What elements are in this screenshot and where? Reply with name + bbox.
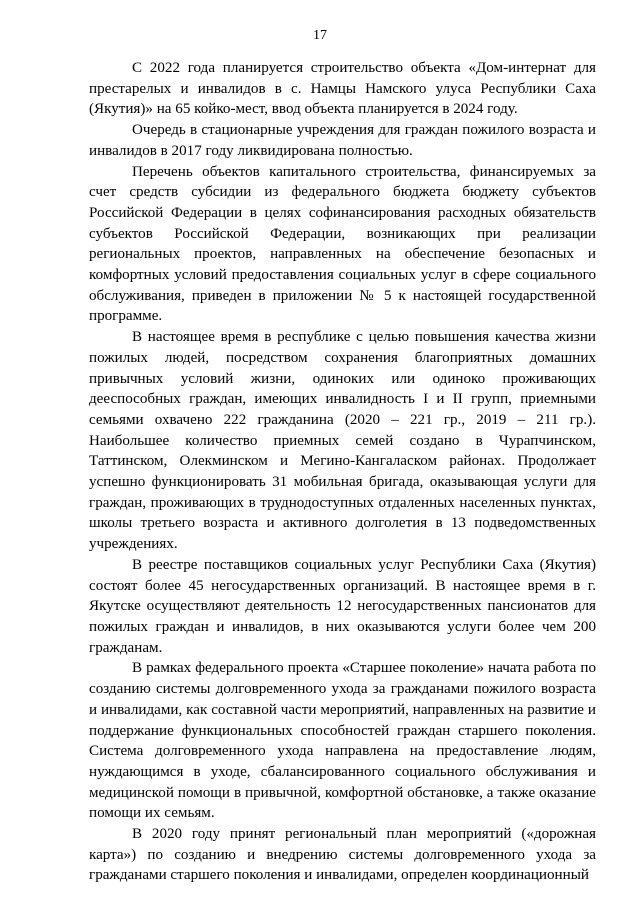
document-body [89,58,596,886]
paragraph-queue-liquidated: Очередь в стационарные учреждения для граждан пожилого возраста и инвалидов в 2017 году ликвидирована полностью. [89,122,596,159]
paragraph-construction-list: Перечень объектов капитального строительства, финансируемых за счет средств субсидии из федерального бюджета бюджету субъектов Российской Федерации в целях софинансирования расходных обязательств субъектов Российской Федерации, возникающих при реализации региональных проектов, направленных на обеспечение безопасных и комфортных условий предоставления социальных услуг в сфере социального обслуживания, приведен в приложении № 5 к настоящей государственной программе. [89,163,596,325]
paragraph-long-term-care: В рамках федерального проекта «Старшее поколение» начата работа по созданию системы долговременного ухода за гражданами пожилого возраста и инвалидами, как составной части мероприятий, направленных на развитие и поддержание функциональных способностей граждан старшего поколения. Система долговременного ухода направлена на предоставление людям, нуждающимся в уходе, сбалансированного социального обслуживания и медицинской помощи в привычной, комфортной обстановке, а также оказание помощи их семьям. [89,660,596,822]
paragraph-capital-construction-2022: С 2022 года планируется строительство объекта «Дом-интернат для престарелых и инвалидов в с. Намцы Намского улуса Республики Саха (Якутия)» на 65 койко-мест, ввод объекта планируется в 2024 году. [89,60,596,118]
paragraph-roadmap-2020: В 2020 году принят региональный план мероприятий («дорожная карта») по созданию и внедрению системы долговременного ухода за гражданами старшего поколения и инвалидами, определен координационный [89,826,596,884]
page-number: 17 [313,28,327,43]
paragraph-foster-families: В настоящее время в республике с целью повышения качества жизни пожилых людей, посредством сохранения благоприятных домашних привычных условий жизни, одиноких или одиноко проживающих дееспособных граждан, имеющих инвалидность I и II групп, приемными семьями охвачено 222 гражданина (2020 – 221 гр., 2019 – 211 гр.). Наибольшее количество приемных семей создано в Чурапчинском, Таттинском, Олекминском и Мегино-Кангаласком районах. Продолжает успешно функционировать 31 мобильная бригада, оказывающая услуги для граждан, проживающих в труднодоступных отдаленных населенных пунктах, школы третьего возраста и активного долголетия в 13 подведомственных учреждениях. [89,329,596,553]
paragraph-service-providers: В реестре поставщиков социальных услуг Республики Саха (Якутия) состоят более 45 негосударственных организаций. В настоящее время в г. Якутске осуществляют деятельность 12 негосударственных пансионатов для пожилых граждан и инвалидов, в них оказываются услуги более чем 200 гражданам. [89,556,596,656]
